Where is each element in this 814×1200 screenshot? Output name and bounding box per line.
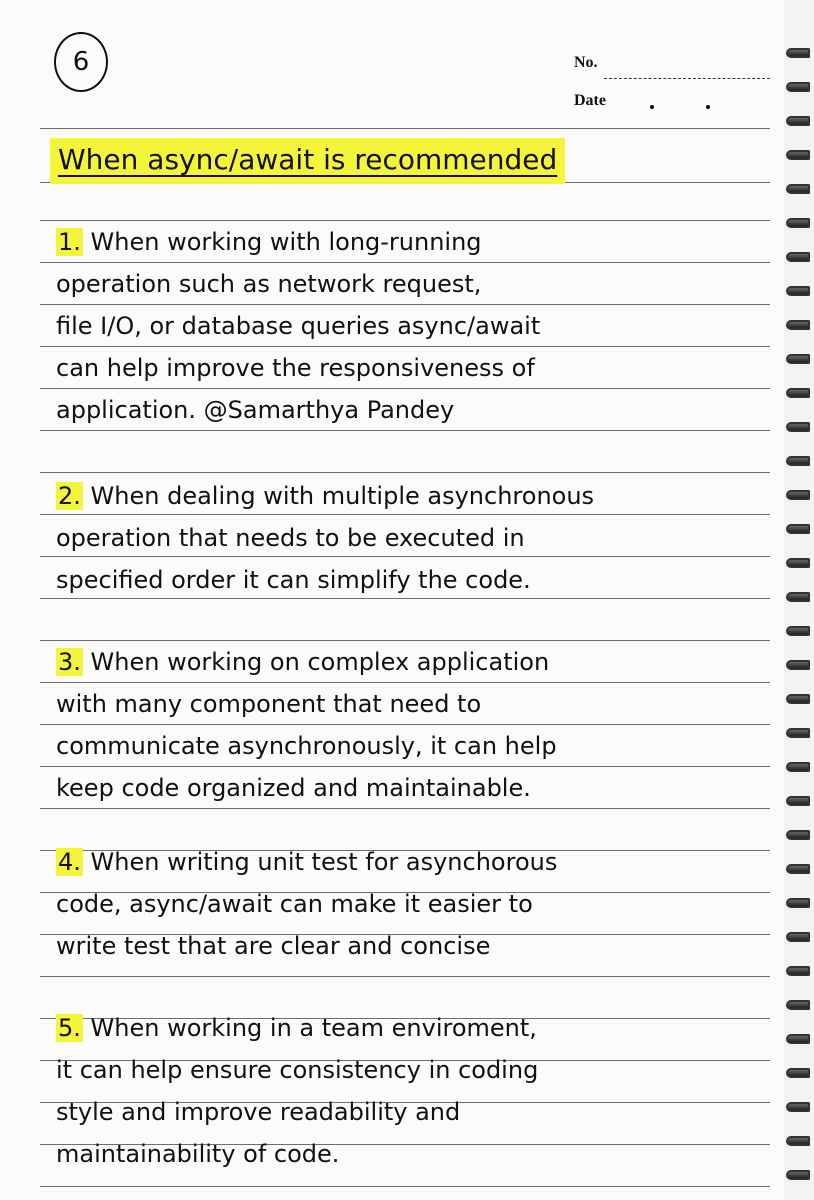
list-item-2-line-2: operation that needs to be executed in (56, 524, 525, 552)
list-item-5-line-2: it can help ensure consistency in coding (56, 1056, 539, 1084)
item-text: When working in a team enviroment, (90, 1014, 537, 1042)
spiral-coil (786, 150, 810, 160)
item-text: When dealing with multiple asynchronous (90, 482, 595, 510)
item-number: 1. (58, 228, 81, 256)
item-text: When writing unit test for asynchorous (90, 848, 558, 876)
date-label: Date (574, 92, 606, 109)
spiral-coil (786, 1102, 810, 1112)
spiral-coil (786, 898, 810, 908)
spiral-coil (786, 184, 810, 194)
spiral-coil (786, 966, 810, 976)
page-title: When async/await is recommended (50, 138, 565, 184)
list-item-4-line-2: code, async/await can make it easier to (56, 890, 533, 918)
spiral-coil (786, 524, 810, 534)
spiral-coil (786, 830, 810, 840)
spiral-coil (786, 1136, 810, 1146)
item-number: 2. (58, 482, 81, 510)
spiral-coil (786, 694, 810, 704)
spiral-coil (786, 626, 810, 636)
spiral-coil (786, 1068, 810, 1078)
list-item-1-line-5: application. @Samarthya Pandey (56, 396, 455, 424)
list-item-5-line-4: maintainability of code. (56, 1140, 340, 1168)
spiral-coil (786, 660, 810, 670)
spiral-coil (786, 218, 810, 228)
spiral-coil (786, 48, 810, 58)
list-item-1-line-2: operation such as network request, (56, 270, 482, 298)
spiral-coil (786, 82, 810, 92)
list-item-1-line-3: file I/O, or database queries async/await (56, 312, 541, 340)
page-number: 6 (72, 47, 90, 77)
spiral-coil (786, 864, 810, 874)
no-field-line (604, 78, 770, 79)
no-label: No. (574, 54, 598, 71)
list-item-4-line-3: write test that are clear and concise (56, 932, 491, 960)
spiral-coil (786, 252, 810, 262)
item-number: 3. (58, 648, 81, 676)
list-item-2-line-3: specified order it can simplify the code. (56, 566, 531, 594)
spiral-coil (786, 422, 810, 432)
spiral-coil (786, 1000, 810, 1010)
spiral-coil (786, 320, 810, 330)
ruled-line (40, 976, 770, 977)
page-number-circle (54, 32, 108, 92)
list-item-5-line-1 (56, 1006, 537, 1050)
spiral-coil (786, 286, 810, 296)
ruled-line (40, 1186, 770, 1187)
list-item-2-line-1 (56, 474, 594, 518)
spiral-coil (786, 456, 810, 466)
date-dot (650, 105, 654, 109)
spiral-binding (784, 0, 814, 1200)
ruled-line (40, 128, 770, 129)
list-item-1-line-1 (56, 220, 482, 264)
spiral-coil (786, 116, 810, 126)
list-item-3-line-2: with many component that need to (56, 690, 482, 718)
spiral-coil (786, 388, 810, 398)
spiral-coil (786, 592, 810, 602)
spiral-coil (786, 762, 810, 772)
spiral-coil (786, 932, 810, 942)
spiral-coil (786, 1170, 810, 1180)
list-item-1-line-4: can help improve the responsiveness of (56, 354, 535, 382)
spiral-coil (786, 354, 810, 364)
item-number: 4. (58, 848, 81, 876)
list-item-3-line-4: keep code organized and maintainable. (56, 774, 531, 802)
item-number: 5. (58, 1014, 81, 1042)
spiral-coil (786, 490, 810, 500)
list-item-3-line-3: communicate asynchronously, it can help (56, 732, 557, 760)
spiral-coil (786, 1034, 810, 1044)
spiral-coil (786, 796, 810, 806)
list-item-3-line-1 (56, 640, 549, 684)
item-text: When working with long-running (90, 228, 482, 256)
date-dot (706, 105, 710, 109)
ruled-line (40, 472, 770, 473)
list-item-5-line-3: style and improve readability and (56, 1098, 461, 1126)
item-text: When working on complex application (90, 648, 550, 676)
spiral-coil (786, 558, 810, 568)
spiral-coil (786, 728, 810, 738)
list-item-4-line-1 (56, 840, 557, 884)
